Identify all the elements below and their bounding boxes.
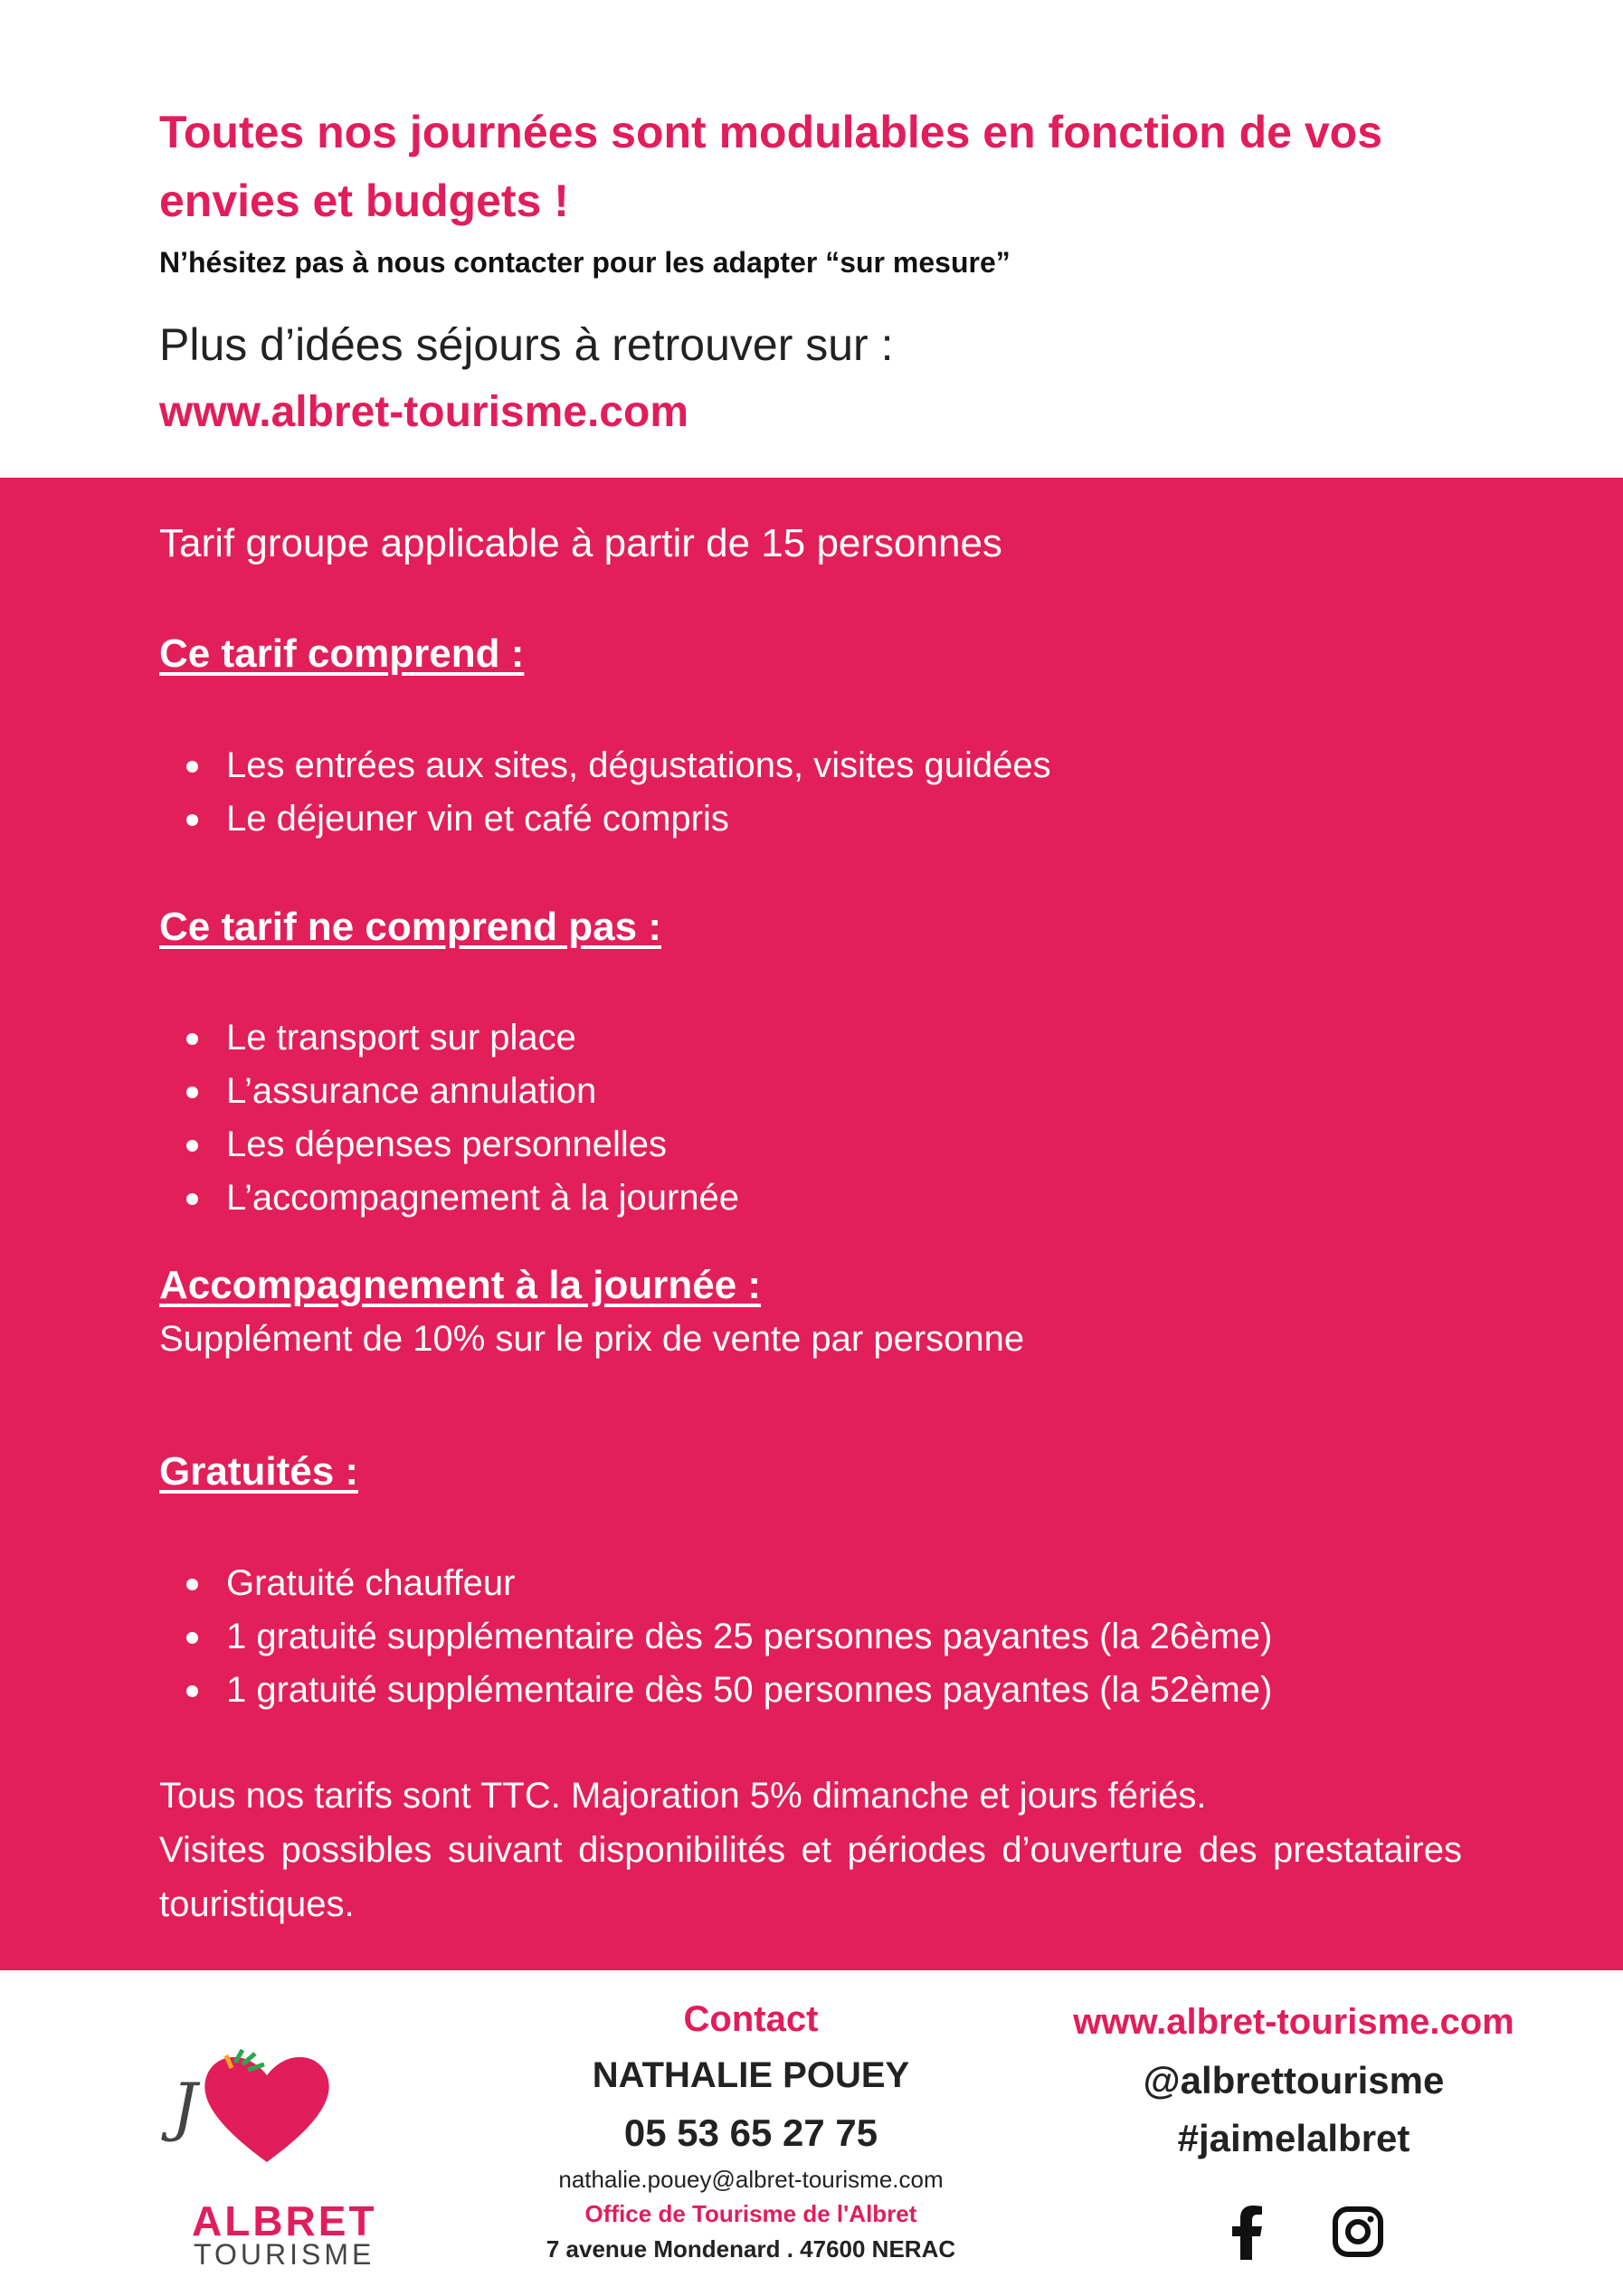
list-item: L’accompagnement à la journée — [181, 1172, 739, 1225]
headline: Toutes nos journées sont modulables en fonction de vos envies et budgets ! — [159, 107, 1383, 226]
pricing-intro: Tarif groupe applicable à partir de 15 personnes — [159, 521, 1002, 565]
guide-heading: Accompagnement à la journée : — [159, 1263, 762, 1307]
top-section — [0, 0, 1623, 478]
bullet-icon — [186, 1140, 198, 1152]
bullet-icon — [186, 1193, 198, 1205]
contact-name: NATHALIE POUEY — [592, 2055, 910, 2095]
office-name: Office de Tourisme de l'Albret — [584, 2200, 917, 2227]
logo-subtitle: TOURISME — [194, 2238, 375, 2271]
bullet-icon — [186, 1632, 198, 1644]
facebook-icon[interactable] — [1229, 2206, 1265, 2260]
footer-website-link[interactable]: www.albret-tourisme.com — [1073, 2002, 1514, 2042]
office-address: 7 avenue Mondenard . 47600 NERAC — [546, 2235, 956, 2263]
list-item: 1 gratuité supplémentaire dès 50 personnes payantes (la 52ème) — [181, 1664, 1272, 1717]
heart-icon — [199, 2045, 335, 2171]
contact-label: Contact — [683, 1999, 819, 2039]
social-handle: @albrettourisme — [1143, 2059, 1445, 2102]
list-item: L’assurance annulation — [181, 1065, 739, 1118]
includes-heading: Ce tarif comprend : — [159, 631, 525, 676]
website-link[interactable]: www.albret-tourisme.com — [159, 388, 688, 436]
social-icons — [1212, 2206, 1393, 2269]
bullet-icon — [186, 1685, 198, 1697]
contact-block — [516, 1992, 986, 2267]
more-ideas-text: Plus d’idées séjours à retrouver sur : — [159, 319, 894, 370]
list-item: Le déjeuner vin et café compris — [181, 792, 1051, 846]
free-list — [181, 1557, 1272, 1717]
subheadline: N’hésitez pas à nous contacter pour les adapter “sur mesure” — [159, 246, 1011, 279]
hashtag: #jaimelalbret — [1177, 2117, 1410, 2159]
footer — [0, 1970, 1623, 2296]
bullet-icon — [186, 814, 198, 826]
free-heading: Gratuités : — [159, 1449, 359, 1494]
list-item: Les dépenses personnelles — [181, 1118, 739, 1172]
excludes-list — [181, 1011, 739, 1225]
bullet-icon — [186, 1086, 198, 1098]
list-item: Les entrées aux sites, dégustations, visites guidées — [181, 739, 1051, 792]
availability-note: Visites possibles suivant disponibilités et périodes d’ouverture des prestataires touristiques. — [159, 1830, 1462, 1924]
bullet-icon — [186, 1033, 198, 1045]
instagram-icon[interactable] — [1332, 2206, 1384, 2258]
bullet-icon — [186, 761, 198, 773]
list-item: Le transport sur place — [181, 1011, 739, 1065]
tax-note: Tous nos tarifs sont TTC. Majoration 5% dimanche et jours fériés. — [159, 1776, 1207, 1816]
logo-brand: ALBRET — [192, 2197, 377, 2244]
list-item: 1 gratuité supplémentaire dès 25 personnes payantes (la 26ème) — [181, 1610, 1272, 1664]
list-item: Gratuité chauffeur — [181, 1557, 1272, 1610]
albret-logo — [172, 2025, 377, 2271]
includes-list — [181, 739, 1051, 846]
guide-text: Supplément de 10% sur le prix de vente par personne — [159, 1319, 1025, 1359]
contact-email[interactable]: nathalie.pouey@albret-tourisme.com — [558, 2166, 944, 2193]
bullet-icon — [186, 1579, 198, 1590]
excludes-heading: Ce tarif ne comprend pas : — [159, 905, 662, 949]
logo-letter: J — [172, 2070, 198, 2144]
pricing-panel — [0, 478, 1623, 1970]
contact-phone[interactable]: 05 53 65 27 75 — [623, 2111, 878, 2154]
social-block — [1040, 1992, 1547, 2168]
